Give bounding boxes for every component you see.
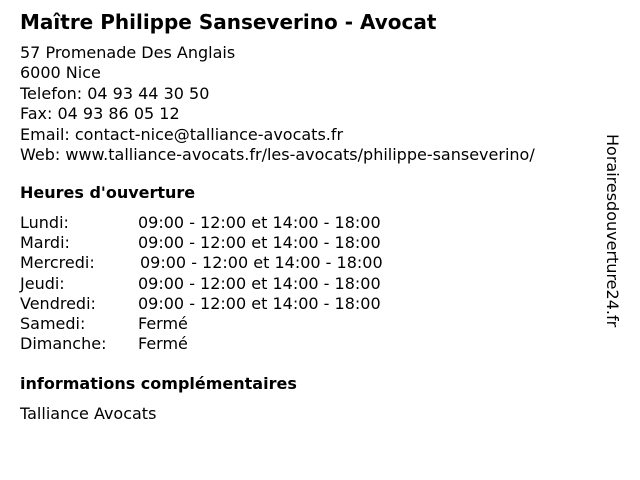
hours-value: 09:00 - 12:00 et 14:00 - 18:00 [138,233,381,253]
day-label: Lundi: [20,213,69,232]
address-line-2: 6000 Nice [20,63,101,83]
address-line-1: 57 Promenade Des Anglais [20,43,236,62]
additional-info-heading: informations complémentaires [20,374,297,393]
hours-value: Fermé [138,334,188,354]
hours-value: 09:00 - 12:00 et 14:00 - 18:00 [138,293,381,313]
hours-value: 09:00 - 12:00 et 14:00 - 18:00 [140,253,383,273]
website-link[interactable]: Web: www.talliance-avocats.fr/les-avocats/philippe-sanseverino/ [20,144,535,164]
day-label: Mercredi: [20,253,95,273]
additional-info-text: Talliance Avocats [20,404,157,423]
hours-value: 09:00 - 12:00 et 14:00 - 18:00 [138,213,381,232]
opening-hours-heading: Heures d'ouverture [20,183,196,202]
site-watermark: Horairesdouverture24.fr [603,134,622,328]
day-label: Samedi: [20,313,86,333]
day-label: Vendredi: [20,293,96,313]
hours-value: 09:00 - 12:00 et 14:00 - 18:00 [138,273,381,293]
contact-block [20,43,535,165]
day-label: Mardi: [20,233,70,253]
day-label: Jeudi: [20,273,65,293]
email-address[interactable]: Email: contact-nice@talliance-avocats.fr [20,124,344,144]
day-label: Dimanche: [20,334,107,354]
hours-value: Fermé [138,313,188,333]
page-title: Maître Philippe Sanseverino - Avocat [20,10,437,34]
phone-number[interactable]: Telefon: 04 93 44 30 50 [20,83,210,103]
fax-number: Fax: 04 93 86 05 12 [20,104,180,124]
